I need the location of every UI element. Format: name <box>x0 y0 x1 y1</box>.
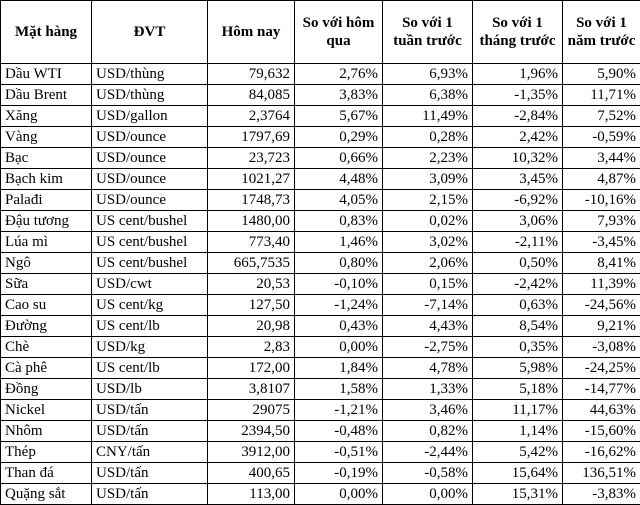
cell-unit: USD/kg <box>92 337 208 358</box>
cell-price-today: 20,53 <box>208 274 295 295</box>
table-body <box>1 64 640 505</box>
cell-change-month: 5,42% <box>473 442 563 463</box>
cell-price-today: 172,00 <box>208 358 295 379</box>
cell-change-day: 4,48% <box>295 169 383 190</box>
cell-commodity: Bạc <box>1 148 92 169</box>
cell-unit: US cent/kg <box>92 295 208 316</box>
cell-change-day: -0,19% <box>295 463 383 484</box>
cell-price-today: 400,65 <box>208 463 295 484</box>
cell-change-week: 6,38% <box>383 85 473 106</box>
cell-unit: US cent/bushel <box>92 253 208 274</box>
cell-change-week: 3,09% <box>383 169 473 190</box>
cell-change-week: -0,58% <box>383 463 473 484</box>
cell-change-week: 0,82% <box>383 421 473 442</box>
table-row <box>1 127 640 148</box>
table-row <box>1 274 640 295</box>
cell-commodity: Sữa <box>1 274 92 295</box>
cell-price-today: 2,3764 <box>208 106 295 127</box>
cell-change-day: 0,80% <box>295 253 383 274</box>
table-row <box>1 148 640 169</box>
table-row <box>1 253 640 274</box>
cell-price-today: 127,50 <box>208 295 295 316</box>
header-mat-hang: Mặt hàng <box>1 1 92 64</box>
cell-change-month: 15,64% <box>473 463 563 484</box>
cell-commodity: Thép <box>1 442 92 463</box>
cell-price-today: 3912,00 <box>208 442 295 463</box>
cell-price-today: 1480,00 <box>208 211 295 232</box>
cell-change-month: 3,06% <box>473 211 563 232</box>
cell-commodity: Cao su <box>1 295 92 316</box>
cell-change-year: 9,21% <box>563 316 640 337</box>
table-row <box>1 211 640 232</box>
cell-change-week: 2,15% <box>383 190 473 211</box>
cell-change-day: 1,84% <box>295 358 383 379</box>
cell-commodity: Ngô <box>1 253 92 274</box>
cell-change-day: 5,67% <box>295 106 383 127</box>
cell-change-month: -6,92% <box>473 190 563 211</box>
cell-change-day: 3,83% <box>295 85 383 106</box>
cell-change-day: 0,66% <box>295 148 383 169</box>
cell-change-year: -10,16% <box>563 190 640 211</box>
cell-unit: USD/ounce <box>92 148 208 169</box>
cell-unit: CNY/tấn <box>92 442 208 463</box>
cell-change-week: 2,06% <box>383 253 473 274</box>
cell-unit: USD/thùng <box>92 85 208 106</box>
cell-change-day: -1,24% <box>295 295 383 316</box>
cell-price-today: 1748,73 <box>208 190 295 211</box>
table-row <box>1 400 640 421</box>
cell-unit: USD/tấn <box>92 400 208 421</box>
cell-change-day: -1,21% <box>295 400 383 421</box>
cell-commodity: Vàng <box>1 127 92 148</box>
table-row <box>1 64 640 85</box>
cell-change-year: 8,41% <box>563 253 640 274</box>
cell-unit: USD/ounce <box>92 190 208 211</box>
cell-commodity: Đậu tương <box>1 211 92 232</box>
header-so-voi-1-nam: So với 1 năm trước <box>563 1 640 64</box>
cell-price-today: 29075 <box>208 400 295 421</box>
cell-change-year: 7,93% <box>563 211 640 232</box>
cell-commodity: Đường <box>1 316 92 337</box>
table-row <box>1 106 640 127</box>
cell-price-today: 2394,50 <box>208 421 295 442</box>
table-header-row <box>1 1 640 64</box>
cell-change-month: 2,42% <box>473 127 563 148</box>
cell-change-day: -0,48% <box>295 421 383 442</box>
cell-change-year: -3,45% <box>563 232 640 253</box>
cell-unit: USD/tấn <box>92 421 208 442</box>
cell-change-month: -2,84% <box>473 106 563 127</box>
cell-change-day: -0,51% <box>295 442 383 463</box>
cell-change-month: 1,96% <box>473 64 563 85</box>
cell-unit: USD/tấn <box>92 484 208 505</box>
cell-change-year: -0,59% <box>563 127 640 148</box>
cell-commodity: Lúa mì <box>1 232 92 253</box>
cell-commodity: Dầu WTI <box>1 64 92 85</box>
table-row <box>1 463 640 484</box>
cell-change-year: -24,56% <box>563 295 640 316</box>
cell-change-year: 136,51% <box>563 463 640 484</box>
cell-price-today: 2,83 <box>208 337 295 358</box>
cell-change-day: 2,76% <box>295 64 383 85</box>
cell-change-year: 11,39% <box>563 274 640 295</box>
header-so-voi-1-tuan: So với 1 tuần trước <box>383 1 473 64</box>
cell-change-day: 1,58% <box>295 379 383 400</box>
cell-change-week: -2,75% <box>383 337 473 358</box>
cell-change-month: 0,35% <box>473 337 563 358</box>
cell-price-today: 20,98 <box>208 316 295 337</box>
cell-unit: USD/gallon <box>92 106 208 127</box>
cell-change-year: -15,60% <box>563 421 640 442</box>
cell-change-week: 6,93% <box>383 64 473 85</box>
cell-price-today: 113,00 <box>208 484 295 505</box>
cell-price-today: 1797,69 <box>208 127 295 148</box>
cell-unit: USD/lb <box>92 379 208 400</box>
cell-price-today: 79,632 <box>208 64 295 85</box>
cell-change-year: 3,44% <box>563 148 640 169</box>
header-dvt: ĐVT <box>92 1 208 64</box>
table-row <box>1 379 640 400</box>
cell-price-today: 23,723 <box>208 148 295 169</box>
cell-change-year: 7,52% <box>563 106 640 127</box>
cell-change-week: -2,44% <box>383 442 473 463</box>
cell-change-week: 4,78% <box>383 358 473 379</box>
cell-change-week: 1,33% <box>383 379 473 400</box>
cell-change-week: 0,00% <box>383 484 473 505</box>
cell-change-year: 11,71% <box>563 85 640 106</box>
cell-unit: US cent/lb <box>92 358 208 379</box>
cell-price-today: 773,40 <box>208 232 295 253</box>
cell-change-day: 0,43% <box>295 316 383 337</box>
header-hom-nay: Hôm nay <box>208 1 295 64</box>
cell-unit: US cent/bushel <box>92 211 208 232</box>
cell-commodity: Cà phê <box>1 358 92 379</box>
cell-change-day: 0,29% <box>295 127 383 148</box>
cell-change-month: -1,35% <box>473 85 563 106</box>
cell-change-year: -14,77% <box>563 379 640 400</box>
cell-commodity: Palađi <box>1 190 92 211</box>
cell-commodity: Đồng <box>1 379 92 400</box>
cell-change-week: 0,02% <box>383 211 473 232</box>
cell-price-today: 665,7535 <box>208 253 295 274</box>
table-row <box>1 295 640 316</box>
cell-change-week: -7,14% <box>383 295 473 316</box>
table-row <box>1 316 640 337</box>
cell-commodity: Than đá <box>1 463 92 484</box>
table-row <box>1 358 640 379</box>
cell-change-year: 4,87% <box>563 169 640 190</box>
cell-change-day: 4,05% <box>295 190 383 211</box>
cell-change-day: 0,83% <box>295 211 383 232</box>
cell-change-week: 2,23% <box>383 148 473 169</box>
cell-change-month: 1,14% <box>473 421 563 442</box>
cell-change-month: 0,63% <box>473 295 563 316</box>
cell-change-week: 0,28% <box>383 127 473 148</box>
cell-change-year: 44,63% <box>563 400 640 421</box>
cell-unit: USD/ounce <box>92 169 208 190</box>
cell-change-year: -3,08% <box>563 337 640 358</box>
cell-price-today: 84,085 <box>208 85 295 106</box>
cell-unit: USD/cwt <box>92 274 208 295</box>
cell-change-month: 5,18% <box>473 379 563 400</box>
table-row <box>1 484 640 505</box>
cell-change-week: 3,02% <box>383 232 473 253</box>
cell-change-week: 3,46% <box>383 400 473 421</box>
cell-change-day: 0,00% <box>295 337 383 358</box>
table-row <box>1 421 640 442</box>
cell-unit: USD/ounce <box>92 127 208 148</box>
cell-price-today: 1021,27 <box>208 169 295 190</box>
cell-change-month: 11,17% <box>473 400 563 421</box>
cell-change-month: 5,98% <box>473 358 563 379</box>
cell-change-year: -16,62% <box>563 442 640 463</box>
table-row <box>1 190 640 211</box>
cell-unit: US cent/bushel <box>92 232 208 253</box>
cell-change-day: 1,46% <box>295 232 383 253</box>
cell-commodity: Chè <box>1 337 92 358</box>
cell-commodity: Nhôm <box>1 421 92 442</box>
cell-change-day: 0,00% <box>295 484 383 505</box>
cell-change-month: 3,45% <box>473 169 563 190</box>
cell-change-year: -3,83% <box>563 484 640 505</box>
cell-commodity: Xăng <box>1 106 92 127</box>
cell-change-week: 0,15% <box>383 274 473 295</box>
cell-commodity: Quặng sắt <box>1 484 92 505</box>
cell-price-today: 3,8107 <box>208 379 295 400</box>
table-row <box>1 85 640 106</box>
table-row <box>1 442 640 463</box>
cell-change-week: 4,43% <box>383 316 473 337</box>
cell-change-year: -24,25% <box>563 358 640 379</box>
header-so-voi-1-thang: So với 1 tháng trước <box>473 1 563 64</box>
cell-change-day: -0,10% <box>295 274 383 295</box>
cell-commodity: Nickel <box>1 400 92 421</box>
cell-change-month: 10,32% <box>473 148 563 169</box>
cell-change-month: -2,11% <box>473 232 563 253</box>
cell-commodity: Bạch kim <box>1 169 92 190</box>
table-row <box>1 232 640 253</box>
table-row <box>1 169 640 190</box>
cell-change-month: 8,54% <box>473 316 563 337</box>
cell-unit: USD/tấn <box>92 463 208 484</box>
cell-unit: USD/thùng <box>92 64 208 85</box>
header-so-voi-hom-qua: So với hôm qua <box>295 1 383 64</box>
cell-unit: US cent/lb <box>92 316 208 337</box>
cell-change-year: 5,90% <box>563 64 640 85</box>
cell-commodity: Dầu Brent <box>1 85 92 106</box>
cell-change-month: -2,42% <box>473 274 563 295</box>
cell-change-week: 11,49% <box>383 106 473 127</box>
cell-change-month: 15,31% <box>473 484 563 505</box>
table-row <box>1 337 640 358</box>
cell-change-month: 0,50% <box>473 253 563 274</box>
